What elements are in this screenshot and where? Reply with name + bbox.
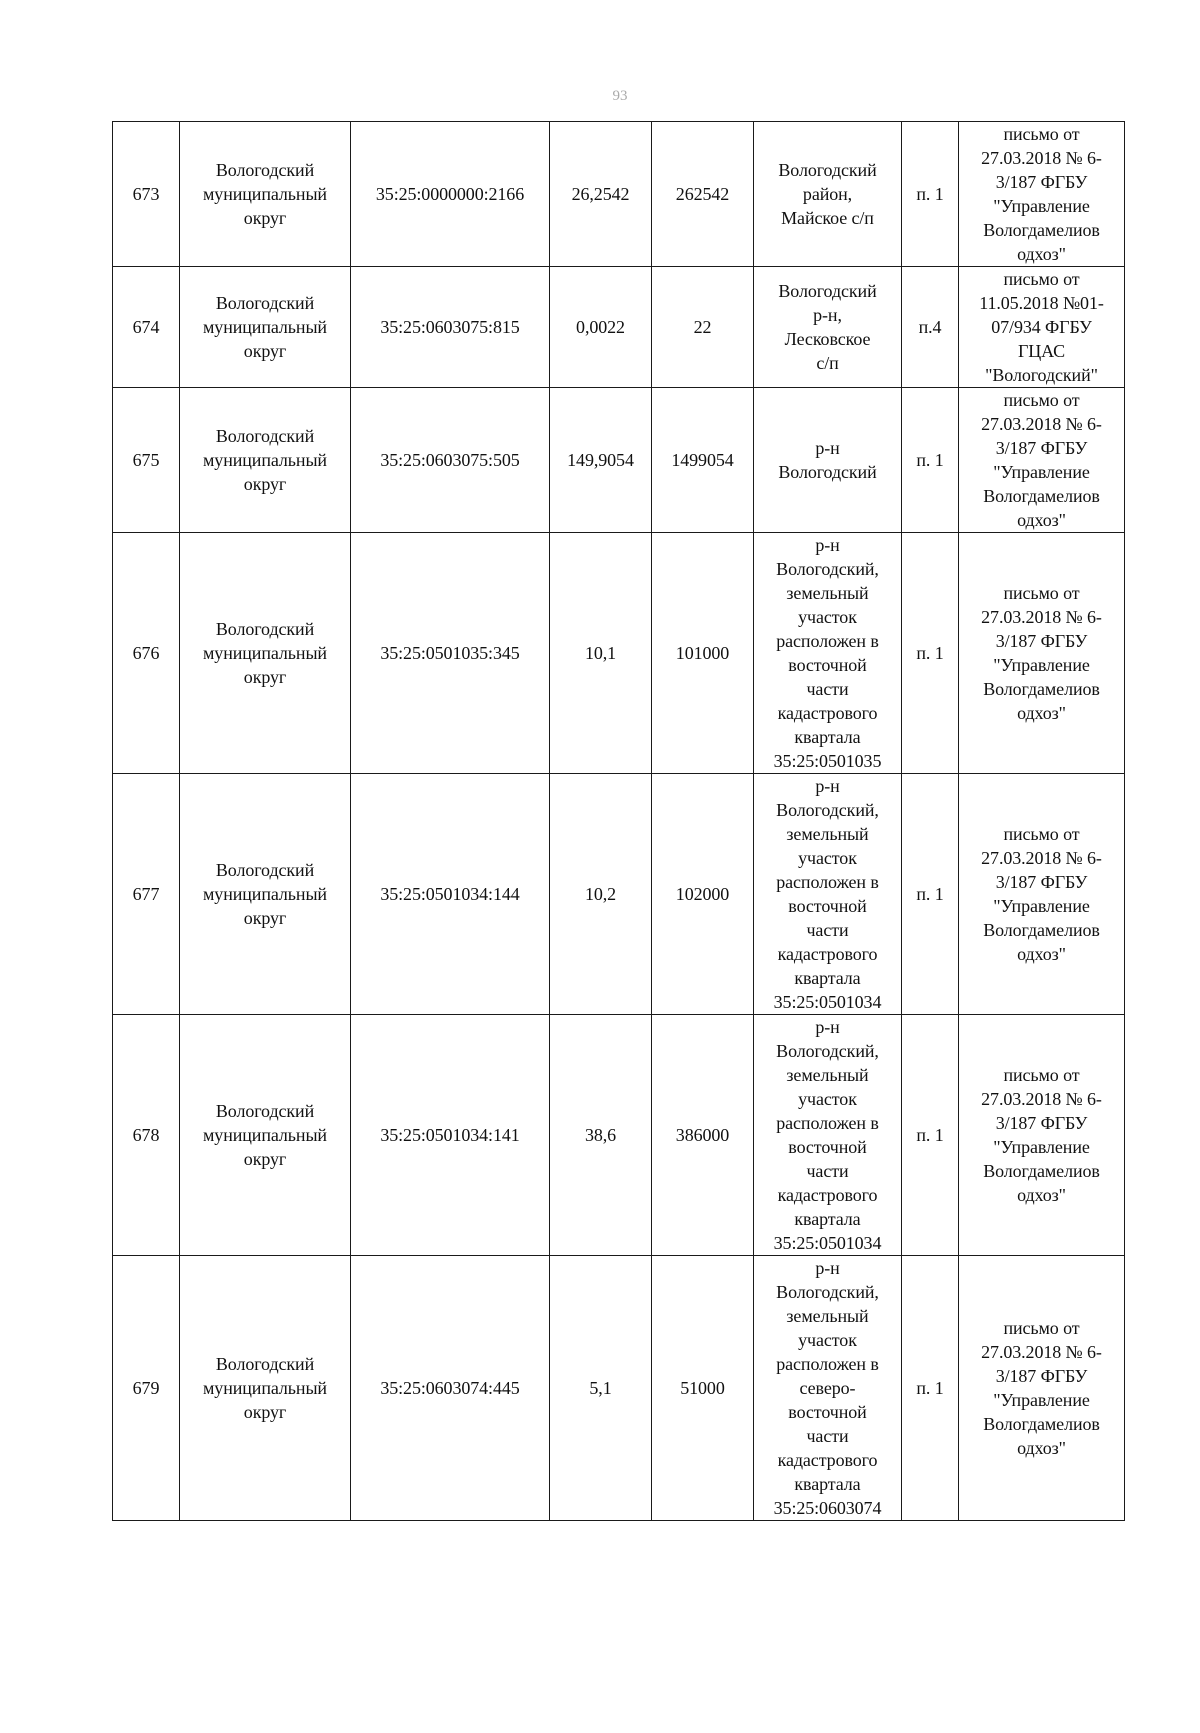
clause-cell: п. 1: [902, 122, 959, 267]
cadastral-number-cell: 35:25:0603075:505: [351, 388, 550, 533]
location-cell: р-н Вологодский, земельный участок расположен в восточной части кадастрового квартала 35:25:0501034: [754, 1015, 902, 1256]
owner-cell: Вологодский муниципальный округ: [180, 1015, 351, 1256]
owner-cell: Вологодский муниципальный округ: [180, 774, 351, 1015]
owner-cell: Вологодский муниципальный округ: [180, 122, 351, 267]
basis-cell: письмо от 27.03.2018 № 6- 3/187 ФГБУ "Управление Вологдамелиов одхоз": [959, 1015, 1125, 1256]
row-number: 673: [113, 122, 180, 267]
cadastral-number-cell: 35:25:0501035:345: [351, 533, 550, 774]
location-cell: Вологодский район, Майское с/п: [754, 122, 902, 267]
table-row: [113, 774, 1125, 1015]
land-plots-table: [112, 121, 1125, 1521]
basis-cell: письмо от 27.03.2018 № 6- 3/187 ФГБУ "Управление Вологдамелиов одхоз": [959, 1256, 1125, 1521]
table-row: [113, 388, 1125, 533]
area-m2-cell: 51000: [652, 1256, 754, 1521]
area-ha-cell: 10,1: [550, 533, 652, 774]
table-row: [113, 1015, 1125, 1256]
table-row: [113, 122, 1125, 267]
area-ha-cell: 38,6: [550, 1015, 652, 1256]
page-number: 93: [612, 88, 628, 104]
area-ha-cell: 10,2: [550, 774, 652, 1015]
cadastral-number-cell: 35:25:0603074:445: [351, 1256, 550, 1521]
area-ha-cell: 5,1: [550, 1256, 652, 1521]
cadastral-number-cell: 35:25:0603075:815: [351, 267, 550, 388]
table-row: [113, 267, 1125, 388]
table-row: [113, 533, 1125, 774]
row-number: 679: [113, 1256, 180, 1521]
area-m2-cell: 22: [652, 267, 754, 388]
cadastral-number-cell: 35:25:0000000:2166: [351, 122, 550, 267]
area-ha-cell: 149,9054: [550, 388, 652, 533]
row-number: 674: [113, 267, 180, 388]
owner-cell: Вологодский муниципальный округ: [180, 267, 351, 388]
owner-cell: Вологодский муниципальный округ: [180, 533, 351, 774]
cadastral-number-cell: 35:25:0501034:141: [351, 1015, 550, 1256]
area-m2-cell: 386000: [652, 1015, 754, 1256]
cadastral-number-cell: 35:25:0501034:144: [351, 774, 550, 1015]
basis-cell: письмо от 27.03.2018 № 6- 3/187 ФГБУ "Управление Вологдамелиов одхоз": [959, 122, 1125, 267]
basis-cell: письмо от 27.03.2018 № 6- 3/187 ФГБУ "Управление Вологдамелиов одхоз": [959, 388, 1125, 533]
clause-cell: п. 1: [902, 774, 959, 1015]
area-ha-cell: 26,2542: [550, 122, 652, 267]
row-number: 676: [113, 533, 180, 774]
area-m2-cell: 102000: [652, 774, 754, 1015]
clause-cell: п.4: [902, 267, 959, 388]
basis-cell: письмо от 27.03.2018 № 6- 3/187 ФГБУ "Управление Вологдамелиов одхоз": [959, 533, 1125, 774]
basis-cell: письмо от 11.05.2018 №01- 07/934 ФГБУ ГЦАС "Вологодский": [959, 267, 1125, 388]
location-cell: Вологодский р-н, Лесковское с/п: [754, 267, 902, 388]
table-row: [113, 1256, 1125, 1521]
owner-cell: Вологодский муниципальный округ: [180, 1256, 351, 1521]
location-cell: р-н Вологодский, земельный участок расположен в северо- восточной части кадастрового квартала 35:25:0603074: [754, 1256, 902, 1521]
clause-cell: п. 1: [902, 1015, 959, 1256]
area-m2-cell: 101000: [652, 533, 754, 774]
clause-cell: п. 1: [902, 388, 959, 533]
location-cell: р-н Вологодский, земельный участок расположен в восточной части кадастрового квартала 35:25:0501035: [754, 533, 902, 774]
row-number: 675: [113, 388, 180, 533]
row-number: 677: [113, 774, 180, 1015]
clause-cell: п. 1: [902, 1256, 959, 1521]
clause-cell: п. 1: [902, 533, 959, 774]
row-number: 678: [113, 1015, 180, 1256]
basis-cell: письмо от 27.03.2018 № 6- 3/187 ФГБУ "Управление Вологдамелиов одхоз": [959, 774, 1125, 1015]
area-ha-cell: 0,0022: [550, 267, 652, 388]
location-cell: р-н Вологодский, земельный участок расположен в восточной части кадастрового квартала 35:25:0501034: [754, 774, 902, 1015]
location-cell: р-н Вологодский: [754, 388, 902, 533]
owner-cell: Вологодский муниципальный округ: [180, 388, 351, 533]
area-m2-cell: 262542: [652, 122, 754, 267]
area-m2-cell: 1499054: [652, 388, 754, 533]
